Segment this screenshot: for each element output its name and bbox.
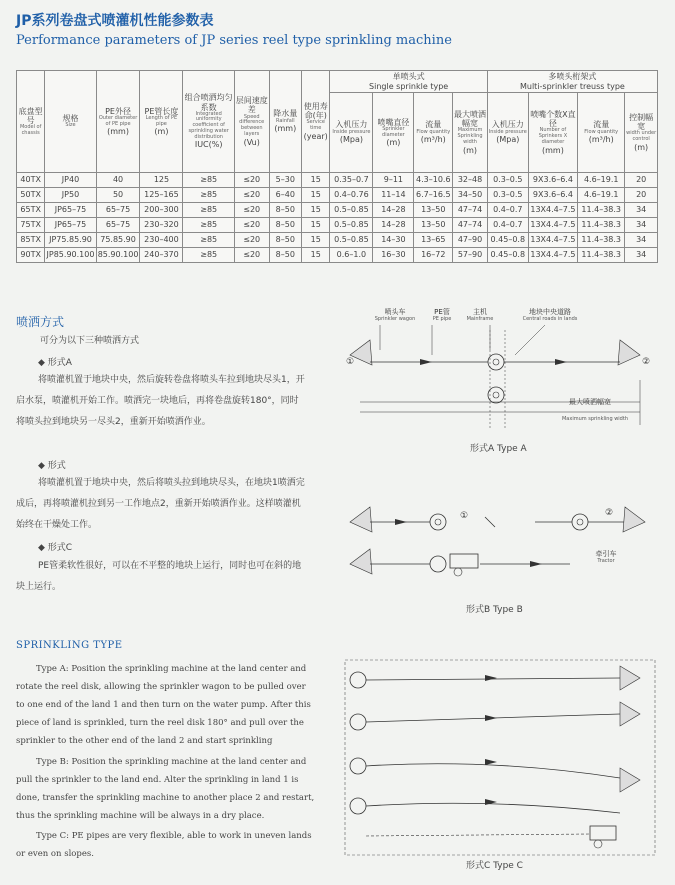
label-central-road: 地块中央道路 Central roads in lands bbox=[522, 308, 578, 322]
table-cell: 0.4–0.7 bbox=[487, 203, 528, 218]
type-b-text: 将喷灌机置于地块中央，然后将喷头拉到地块尽头，在地块1喷洒完成后，再将喷灌机拉到另一工作地点2，重新开始喷洒作业。这样喷灌机始终在干燥处工作。 bbox=[16, 478, 305, 530]
table-cell: 11–14 bbox=[373, 188, 414, 203]
table-cell: 230–320 bbox=[140, 218, 183, 233]
th-single-width: 最大喷洒幅宽 Maximum Sprinkling width (m) bbox=[453, 93, 488, 173]
table-cell: 9–11 bbox=[373, 173, 414, 188]
table-cell: 14–30 bbox=[373, 233, 414, 248]
th-rainfall: 降水量 Rainfall (mm) bbox=[269, 71, 302, 173]
table-cell: 0.3–0.5 bbox=[487, 173, 528, 188]
table-cell: 0.45–0.8 bbox=[487, 233, 528, 248]
th-speed: 层间速度差 Speed difference between layers (Vu) bbox=[234, 71, 269, 173]
th-multi-flow: 流量 Flow quantity (m³/h) bbox=[578, 93, 625, 173]
table-cell: ≤20 bbox=[234, 203, 269, 218]
table-cell: 0.4–0.76 bbox=[330, 188, 373, 203]
table-cell: 75.85.90 bbox=[96, 233, 140, 248]
label-tractor: 牵引车 Tractor bbox=[595, 550, 617, 564]
th-multi-control: 控制幅宽 width under control (m) bbox=[625, 93, 658, 173]
table-cell: 8–50 bbox=[269, 203, 302, 218]
caption-type-b: 形式B Type B bbox=[466, 605, 523, 615]
table-cell: 65–75 bbox=[96, 218, 140, 233]
table-cell: 65–75 bbox=[96, 203, 140, 218]
label-mainframe: 主机 Mainframe bbox=[466, 308, 494, 322]
table-cell: 0.6–1.0 bbox=[330, 248, 373, 263]
table-cell: 11.4–38.3 bbox=[578, 203, 625, 218]
table-cell: 13–50 bbox=[414, 218, 453, 233]
table-cell: 47–90 bbox=[453, 233, 488, 248]
table-cell: 9X3.6–6.4 bbox=[528, 173, 577, 188]
table-cell: 0.5–0.85 bbox=[330, 203, 373, 218]
table-cell: 47–74 bbox=[453, 218, 488, 233]
th-single-type: 单喷头式 Single sprinkle type bbox=[330, 71, 487, 93]
table-cell: 11.4–38.3 bbox=[578, 218, 625, 233]
table-cell: 15 bbox=[302, 218, 330, 233]
spray-intro: 可分为以下三种喷洒方式 bbox=[40, 336, 140, 346]
table-cell: 13X4.4–7.5 bbox=[528, 248, 577, 263]
table-cell: 85.90.100 bbox=[96, 248, 140, 263]
table-cell: 125 bbox=[140, 173, 183, 188]
label-max-width-en: Maximum sprinkling width bbox=[561, 416, 628, 422]
table-cell: 13X4.4–7.5 bbox=[528, 233, 577, 248]
label-max-width: 最大喷洒幅宽 bbox=[569, 398, 611, 406]
table-cell: 240–370 bbox=[140, 248, 183, 263]
table-cell: 16–72 bbox=[414, 248, 453, 263]
table-cell: 50 bbox=[96, 188, 140, 203]
table-cell: ≥85 bbox=[183, 218, 234, 233]
th-iuc: 组合喷洒均匀系数 Integrated uniformity coefficient of sprinkling water distribution IUC(%) bbox=[183, 71, 234, 173]
th-single-diameter: 喷嘴直径 Sprinkler diameter (m) bbox=[373, 93, 414, 173]
table-cell: 6.7–16.5 bbox=[414, 188, 453, 203]
th-single-flow: 流量 Flow quantity (m³/h) bbox=[414, 93, 453, 173]
th-multi-pressure: 入机压力 Inside pressure (Mpa) bbox=[487, 93, 528, 173]
marker-land-1: ① bbox=[345, 357, 355, 367]
th-pe-length: PE管长度 Length of PE pipe (m) bbox=[140, 71, 183, 173]
table-cell: 15 bbox=[302, 233, 330, 248]
table-cell: 85TX bbox=[17, 233, 45, 248]
table-cell: JP65–75 bbox=[45, 203, 96, 218]
table-cell: ≥85 bbox=[183, 233, 234, 248]
th-single-pressure: 入机压力 Inside pressure (Mpa) bbox=[330, 93, 373, 173]
table-cell: 34 bbox=[625, 203, 658, 218]
english-type-b: Type B: Position the sprinkling machine at the land center and pull the sprinkler to the land end. Alter the sprinkling in land 1 is done, transfer the sprinkling machine to another place 2 and restart, thus the sprinkling machine will be always in a dry place. bbox=[16, 757, 315, 821]
diagram-type-c bbox=[340, 658, 660, 858]
table-row bbox=[17, 233, 658, 248]
english-section-title: SPRINKLING TYPE bbox=[16, 640, 123, 651]
table-cell: 20 bbox=[625, 173, 658, 188]
table-cell: 65TX bbox=[17, 203, 45, 218]
table-cell: 0.45–0.8 bbox=[487, 248, 528, 263]
table-cell: 5–30 bbox=[269, 173, 302, 188]
table-cell: 15 bbox=[302, 203, 330, 218]
table-cell: 13–65 bbox=[414, 233, 453, 248]
table-cell: 0.35–0.7 bbox=[330, 173, 373, 188]
english-type-c: Type C: PE pipes are very flexible, able to work in uneven lands or even on slopes. bbox=[16, 831, 312, 859]
table-row bbox=[17, 173, 658, 188]
table-cell: 200–300 bbox=[140, 203, 183, 218]
table-cell: 15 bbox=[302, 188, 330, 203]
table-cell: 4.6–19.1 bbox=[578, 173, 625, 188]
table-cell: 11.4–38.3 bbox=[578, 233, 625, 248]
table-cell: JP65–75 bbox=[45, 218, 96, 233]
table-cell: JP50 bbox=[45, 188, 96, 203]
label-pe-pipe: PE管 PE pipe bbox=[432, 308, 452, 322]
table-cell: 13X4.4–7.5 bbox=[528, 203, 577, 218]
table-cell: 0.5–0.85 bbox=[330, 233, 373, 248]
table-cell: 0.4–0.7 bbox=[487, 218, 528, 233]
table-cell: 8–50 bbox=[269, 233, 302, 248]
label-sprinkler-wagon: 喷头车 Sprinkler wagon bbox=[374, 308, 416, 322]
table-cell: JP85.90.100 bbox=[45, 248, 96, 263]
diagram-type-b bbox=[340, 492, 660, 582]
table-cell: 34–50 bbox=[453, 188, 488, 203]
table-cell: 34 bbox=[625, 218, 658, 233]
type-a-title: ◆ 形式A bbox=[38, 358, 72, 368]
table-cell: 8–50 bbox=[269, 248, 302, 263]
table-cell: ≤20 bbox=[234, 188, 269, 203]
th-pe-diameter: PE外径 Outer diameter of PE pipe (mm) bbox=[96, 71, 140, 173]
table-cell: 16–30 bbox=[373, 248, 414, 263]
table-cell: 20 bbox=[625, 188, 658, 203]
table-cell: 13–50 bbox=[414, 203, 453, 218]
table-cell: 32–48 bbox=[453, 173, 488, 188]
table-cell: 34 bbox=[625, 233, 658, 248]
table-row bbox=[17, 248, 658, 263]
th-multi-type: 多喷头桁架式 Multi-sprinkler treuss type bbox=[487, 71, 657, 93]
table-cell: 4.3–10.6 bbox=[414, 173, 453, 188]
page-title: JP系列卷盘式喷灌机性能参数表 bbox=[16, 13, 214, 29]
table-row bbox=[17, 203, 658, 218]
table-cell: 0.5–0.85 bbox=[330, 218, 373, 233]
type-b-title: ◆ 形式 bbox=[38, 461, 66, 471]
table-cell: 47–74 bbox=[453, 203, 488, 218]
parameter-table bbox=[16, 70, 658, 263]
marker-b-1: ① bbox=[459, 511, 469, 521]
table-cell: JP75.85.90 bbox=[45, 233, 96, 248]
type-c-text: PE管柔软性很好，可以在不平整的地块上运行，同时也可在斜的地块上运行。 bbox=[16, 561, 302, 592]
table-cell: 50TX bbox=[17, 188, 45, 203]
type-c-title: ◆ 形式C bbox=[38, 543, 73, 553]
table-cell: 8–50 bbox=[269, 218, 302, 233]
english-type-a: Type A: Position the sprinkling machine at the land center and rotate the reel disk, allowing the sprinkler wagon to be pulled over to one end of the land 1 and then turn on the water pump. After this piece of land is sprinkled, turn the reel disk 180° and pull over the sprinkler to the other end of the land 2 and start sprinkling bbox=[16, 664, 311, 746]
table-cell: 11.4–38.3 bbox=[578, 248, 625, 263]
table-cell: 34 bbox=[625, 248, 658, 263]
table-cell: 4.6–19.1 bbox=[578, 188, 625, 203]
th-chassis: 底盘型号 Model of chassis bbox=[17, 71, 45, 173]
marker-land-2: ② bbox=[641, 357, 651, 367]
table-cell: 125–165 bbox=[140, 188, 183, 203]
spray-section-title: 喷洒方式 bbox=[16, 315, 65, 329]
table-cell: 14–28 bbox=[373, 203, 414, 218]
marker-b-2: ② bbox=[604, 508, 614, 518]
th-multi-number: 喷嘴个数X直径 Number of Sprinkers X diameter (mm) bbox=[528, 93, 577, 173]
table-cell: ≤20 bbox=[234, 233, 269, 248]
table-cell: 90TX bbox=[17, 248, 45, 263]
table-cell: 9X3.6–6.4 bbox=[528, 188, 577, 203]
caption-type-c: 形式C Type C bbox=[466, 861, 523, 871]
table-cell: ≤20 bbox=[234, 248, 269, 263]
table-cell: 75TX bbox=[17, 218, 45, 233]
table-cell: 40 bbox=[96, 173, 140, 188]
table-cell: 57–90 bbox=[453, 248, 488, 263]
table-cell: 230–400 bbox=[140, 233, 183, 248]
table-cell: 40TX bbox=[17, 173, 45, 188]
table-cell: 15 bbox=[302, 248, 330, 263]
table-cell: ≥85 bbox=[183, 173, 234, 188]
table-cell: ≥85 bbox=[183, 248, 234, 263]
table-cell: ≥85 bbox=[183, 188, 234, 203]
table-row bbox=[17, 188, 658, 203]
table-body bbox=[17, 173, 658, 263]
table-cell: 0.3–0.5 bbox=[487, 188, 528, 203]
type-a-text: 将喷灌机置于地块中央，然后旋转卷盘将喷头车拉到地块尽头1，开启水泵，喷灌机开始工作。喷洒完一块地后，再将卷盘旋转180°，同时将喷头拉到地块另一尽头2，重新开始喷洒作业。 bbox=[16, 375, 305, 427]
table-cell: 15 bbox=[302, 173, 330, 188]
table-cell: ≥85 bbox=[183, 203, 234, 218]
table-row bbox=[17, 218, 658, 233]
table-cell: ≤20 bbox=[234, 173, 269, 188]
caption-type-a: 形式A Type A bbox=[470, 444, 527, 454]
table-cell: ≤20 bbox=[234, 218, 269, 233]
page-subtitle: Performance parameters of JP series reel type sprinkling machine bbox=[16, 33, 452, 48]
table-cell: 13X4.4–7.5 bbox=[528, 218, 577, 233]
th-service-life: 使用寿命(年) Service time (year) bbox=[302, 71, 330, 173]
table-cell: 14–28 bbox=[373, 218, 414, 233]
th-size: 规格 Size bbox=[45, 71, 96, 173]
table-cell: JP40 bbox=[45, 173, 96, 188]
table-cell: 6–40 bbox=[269, 188, 302, 203]
